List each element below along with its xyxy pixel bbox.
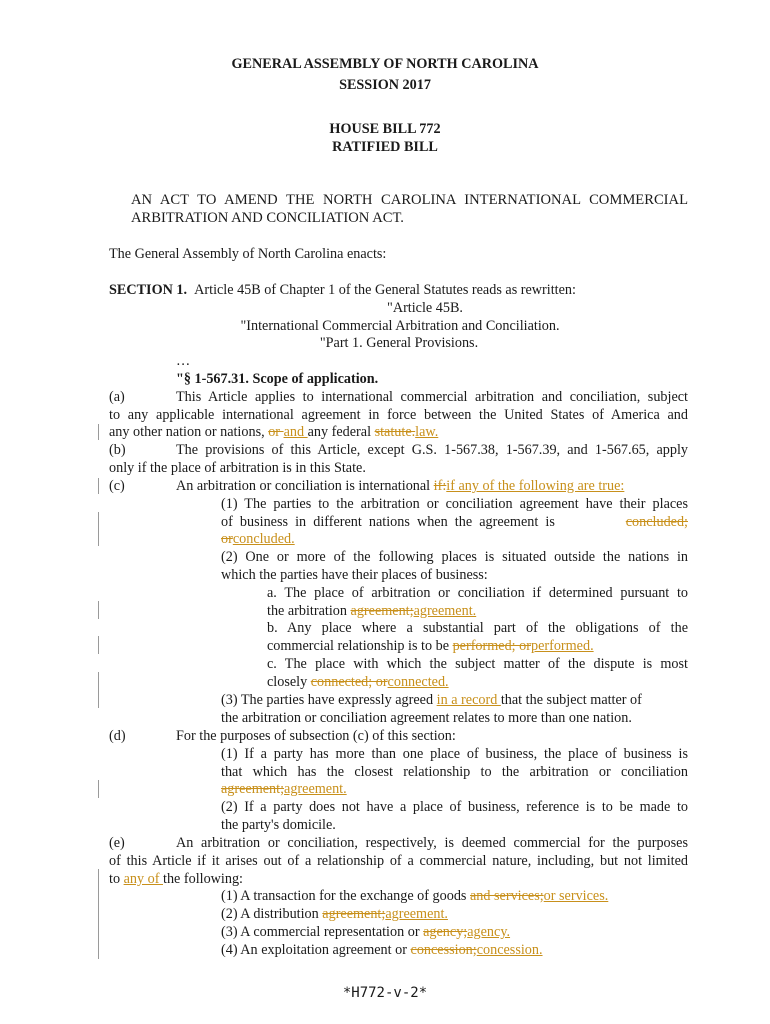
- cc-line-2: [267, 674, 449, 691]
- deleted-text: concluded;: [625, 514, 688, 530]
- c1-line-2: [221, 514, 688, 531]
- article-number: "Article 45B.: [387, 300, 463, 316]
- c1-line-1: (1) The parties to the arbitration or conciliation agreement have their places: [221, 496, 688, 512]
- inserted-text: concluded.: [232, 531, 295, 547]
- inserted-text: law.: [415, 424, 439, 440]
- deleted-text: and services;: [470, 888, 544, 904]
- deleted-text: agreement;: [221, 781, 285, 797]
- c1-line-3: [221, 531, 295, 548]
- section-text: Article 45B of Chapter 1 of the General Statutes reads as rewritten:: [194, 282, 576, 298]
- text: commercial relationship is to be: [267, 638, 453, 654]
- ca-line-1: a. The place of arbitration or conciliation if determined pursuant to: [267, 585, 688, 601]
- text: An arbitration or conciliation is international: [176, 478, 434, 494]
- deleted-text: if:: [433, 478, 447, 494]
- text: any other nation or nations,: [109, 424, 269, 440]
- inserted-text: in a record: [436, 692, 501, 708]
- inserted-text: agency.: [467, 924, 511, 940]
- text: the arbitration: [267, 603, 351, 619]
- enacting-clause: The General Assembly of North Carolina enacts:: [109, 246, 387, 262]
- part-title: "Part 1. General Provisions.: [319, 335, 479, 351]
- c2-line-2: which the parties have their places of business:: [221, 567, 488, 583]
- cc-line-1: c. The place with which the subject matter of the dispute is most: [267, 656, 688, 672]
- change-bar: [98, 672, 99, 690]
- deleted-text: agreement;: [322, 906, 386, 922]
- article-title: "International Commercial Arbitration and Conciliation.: [240, 318, 560, 334]
- inserted-text: if any of the following are true:: [446, 478, 625, 494]
- text: closely: [267, 674, 311, 690]
- d2-line-2: the party's domicile.: [221, 817, 336, 833]
- deleted-text: agreement;: [350, 603, 414, 619]
- subsection-e-line-1: An arbitration or conciliation, respectively, is deemed commercial for the purposes: [176, 835, 688, 851]
- inserted-text: agreement.: [385, 906, 448, 922]
- d1-line-2: that which has the closest relationship to the arbitration or conciliation: [221, 764, 688, 780]
- text: (1) A transaction for the exchange of goods: [221, 888, 470, 904]
- deleted-text: performed; or: [452, 638, 531, 654]
- text: the following:: [163, 871, 243, 887]
- c2-line-1: (2) One or more of the following places is situated outside the nations in: [221, 549, 688, 565]
- text: (3) A commercial representation or: [221, 924, 424, 940]
- inserted-text: and: [283, 424, 308, 440]
- deleted-text: agency;: [423, 924, 468, 940]
- cb-line-2: [267, 638, 594, 655]
- inserted-text: connected.: [387, 674, 449, 690]
- cb-line-1: b. Any place where a substantial part of the obligations of the: [267, 620, 688, 636]
- e-item-4: [221, 942, 543, 959]
- text: any federal: [307, 424, 375, 440]
- bill-barcode-label: *H772-v-2*: [342, 985, 428, 1001]
- subsection-e-label: (e): [109, 835, 125, 851]
- session-heading: SESSION 2017: [339, 77, 431, 93]
- text: (4) An exploitation agreement or: [221, 942, 411, 958]
- subsection-b-label: (b): [109, 442, 126, 458]
- change-bar: [98, 601, 99, 619]
- subsection-e-line-3: [109, 871, 243, 888]
- bill-status: RATIFIED BILL: [332, 139, 438, 155]
- inserted-text: performed.: [530, 638, 594, 654]
- change-bar: [98, 780, 99, 798]
- subsection-c-line-1: [176, 478, 624, 495]
- deleted-text: connected; or: [310, 674, 388, 690]
- act-title-line-1: AN ACT TO AMEND THE NORTH CAROLINA INTERNATIONAL COMMERCIAL: [131, 192, 688, 208]
- ca-line-2: [267, 603, 476, 620]
- bill-number: HOUSE BILL 772: [329, 121, 441, 137]
- text: of business in different nations when the agreement is: [221, 514, 555, 530]
- inserted-text: or services.: [543, 888, 609, 904]
- subsection-a-line-2: to any applicable international agreement in force between the United States of America and: [109, 407, 688, 423]
- subsection-a-line-1: This Article applies to international commercial arbitration and conciliation, subject: [176, 389, 688, 405]
- c3-line-1: [221, 692, 642, 709]
- subsection-b-line-1: The provisions of this Article, except G.S. 1-567.38, 1-567.39, and 1-567.65, apply: [176, 442, 688, 458]
- inserted-text: agreement.: [284, 781, 347, 797]
- statute-heading: "§ 1-567.31. Scope of application.: [176, 371, 379, 387]
- subsection-c-label: (c): [109, 478, 125, 494]
- subsection-d-line-1: For the purposes of subsection (c) of this section:: [176, 728, 456, 744]
- d1-line-1: (1) If a party has more than one place of business, the place of business is: [221, 746, 688, 762]
- section-1-intro: [109, 282, 576, 299]
- change-bar: [98, 424, 99, 440]
- change-bar: [98, 690, 99, 708]
- subsection-a-label: (a): [109, 389, 125, 405]
- subsection-b-line-2: only if the place of arbitration is in this State.: [109, 460, 366, 476]
- change-bar: [98, 869, 99, 959]
- deleted-text: or: [221, 531, 233, 547]
- text: to: [109, 871, 124, 887]
- deleted-text: statute.: [374, 424, 416, 440]
- change-bar: [98, 478, 99, 494]
- change-bar: [98, 636, 99, 654]
- section-label: SECTION 1.: [109, 282, 188, 298]
- e-item-3: [221, 924, 510, 941]
- subsection-d-label: (d): [109, 728, 126, 744]
- assembly-heading: GENERAL ASSEMBLY OF NORTH CAROLINA: [231, 56, 539, 72]
- inserted-text: agreement.: [413, 603, 477, 619]
- e-item-2: [221, 906, 448, 923]
- subsection-e-line-2: of this Article if it arises out of a relationship of a commercial nature, including, but not limited: [109, 853, 688, 869]
- text: that the subject matter of: [500, 692, 642, 708]
- change-bar: [98, 512, 99, 546]
- d2-line-1: (2) If a party does not have a place of business, reference is to be made to: [221, 799, 688, 815]
- subsection-a-line-3: [109, 424, 438, 441]
- e-item-1: [221, 888, 608, 905]
- deleted-text: concession;: [410, 942, 477, 958]
- act-title-line-2: ARBITRATION AND CONCILIATION ACT.: [131, 210, 404, 226]
- text: (2) A distribution: [221, 906, 323, 922]
- deleted-text: or: [268, 424, 284, 440]
- d1-line-3: [221, 781, 347, 798]
- c3-line-2: the arbitration or conciliation agreement relates to more than one nation.: [221, 710, 632, 726]
- ellipsis: …: [176, 353, 191, 369]
- text: (3) The parties have expressly agreed: [221, 692, 437, 708]
- inserted-text: concession.: [476, 942, 543, 958]
- inserted-text: any of: [123, 871, 163, 887]
